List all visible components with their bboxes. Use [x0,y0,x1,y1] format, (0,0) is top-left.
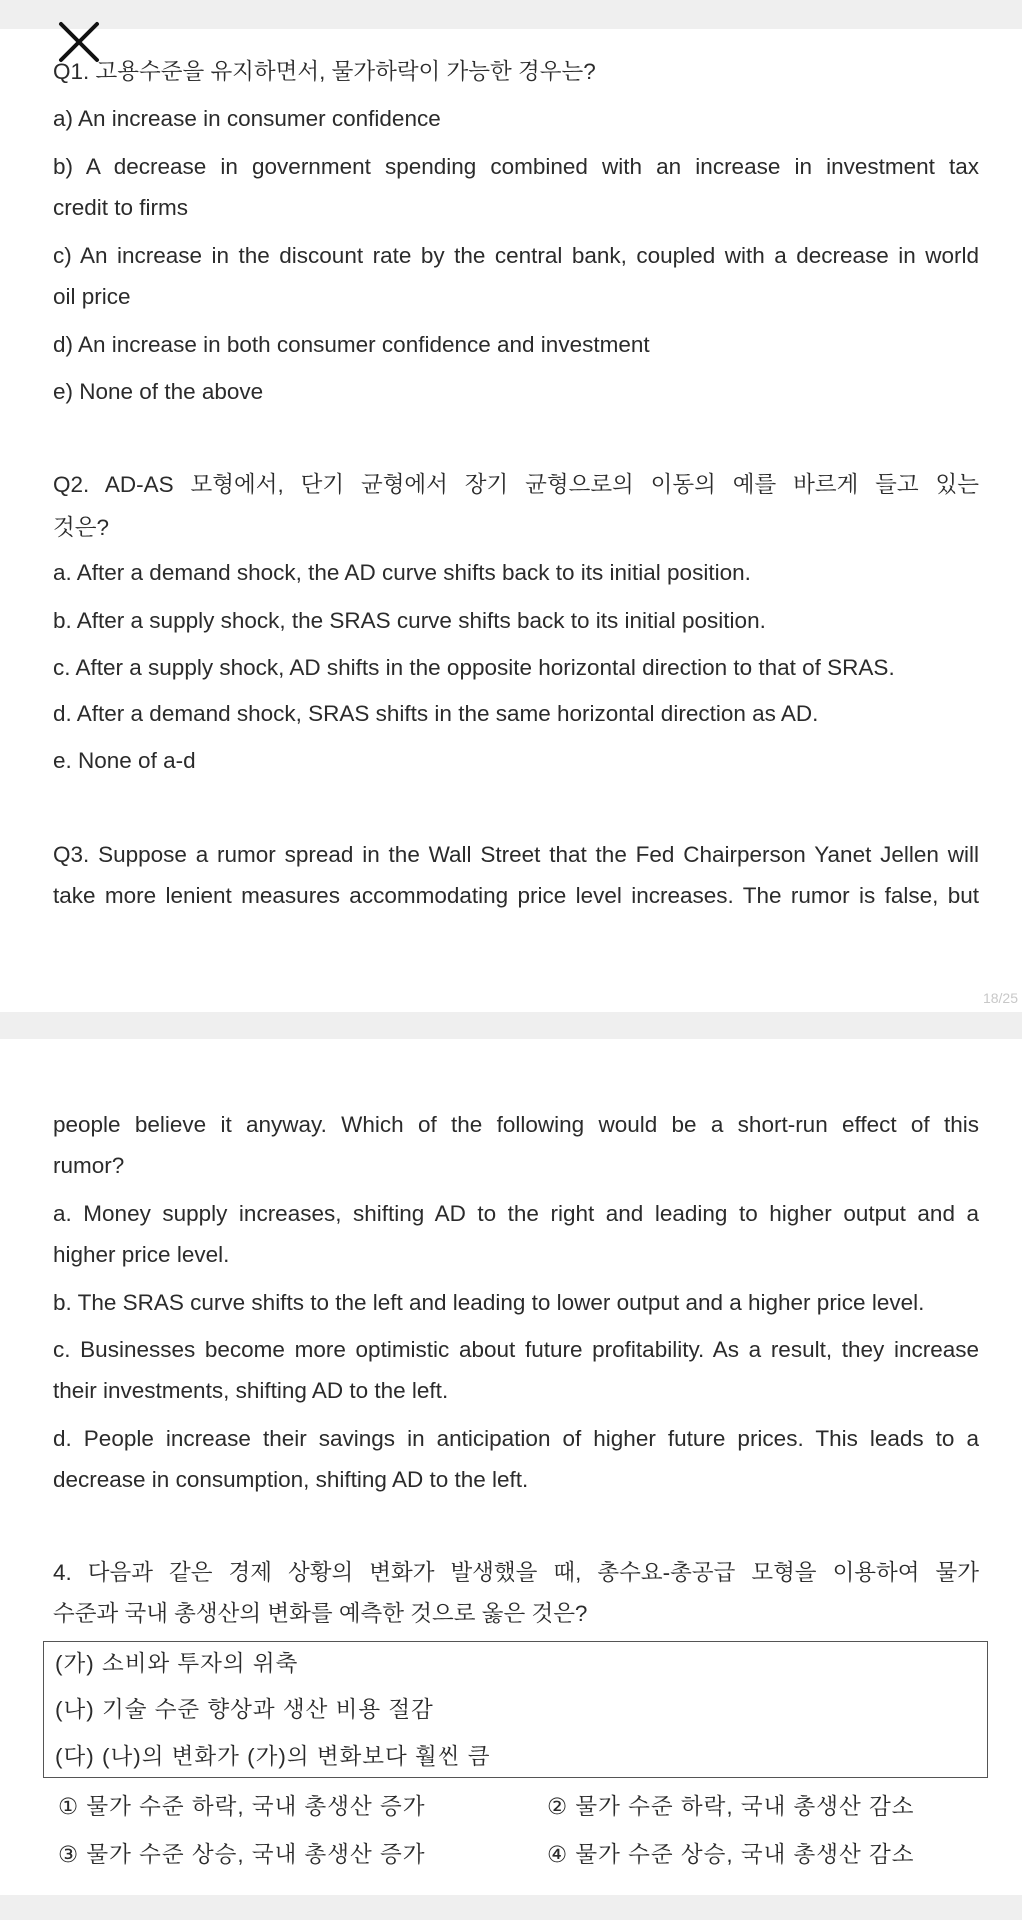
q2-option-c: c. After a supply shock, AD shifts in the opposite horizontal direction to that of SRAS. [53,655,895,680]
q4-box-line3: (다) (나)의 변화가 (가)의 변화보다 훨씬 큼 [55,1744,491,1769]
q3-line3: people believe it anyway. Which of the following would be a short-run effect of this [53,1112,979,1137]
q3-option-c-line1: c. Businesses become more optimistic about future profitability. As a result, they increase [53,1337,979,1362]
q1-option-d: d) An increase in both consumer confidence and investment [53,332,650,357]
q3-option-d-line1: d. People increase their savings in anticipation of higher future prices. This leads to a [53,1426,979,1451]
q4-option-3: ③ 물가 수준 상승, 국내 총생산 증가 [58,1842,426,1867]
q1-option-b-line2: credit to firms [53,195,189,220]
q2-option-d: d. After a demand shock, SRAS shifts in the same horizontal direction as AD. [53,701,819,726]
q3-option-a-line2: higher price level. [53,1242,230,1267]
q2-question-line2: 것은? [53,515,109,540]
q2-option-a: a. After a demand shock, the AD curve shifts back to its initial position. [53,560,751,585]
q1-option-c-line2: oil price [53,284,131,309]
q1-option-b-line1: b) A decrease in government spending combined with an increase in investment tax [53,154,979,179]
q1-option-a: a) An increase in consumer confidence [53,106,441,131]
q1-option-e: e) None of the above [53,379,264,404]
q2-question-line1: Q2. AD-AS 모형에서, 단기 균형에서 장기 균형으로의 이동의 예를 바르게 들고 있는 [53,472,979,497]
q4-question-line2: 수준과 국내 총생산의 변화를 예측한 것으로 옳은 것은? [53,1601,588,1626]
q4-box-line2: (나) 기술 수준 향상과 생산 비용 절감 [55,1697,434,1722]
q4-option-1: ① 물가 수준 하락, 국내 총생산 증가 [58,1794,426,1819]
q2-option-e: e. None of a-d [53,748,196,773]
q3-option-a-line1: a. Money supply increases, shifting AD to the right and leading to higher output and a [53,1201,979,1226]
q3-option-c-line2: their investments, shifting AD to the left. [53,1378,449,1403]
q4-question-line1: 4. 다음과 같은 경제 상황의 변화가 발생했을 때, 총수요-총공급 모형을 이용하여 물가 [53,1560,979,1585]
q1-question: Q1. 고용수준을 유지하면서, 물가하락이 가능한 경우는? [53,59,596,84]
q4-option-4: ④ 물가 수준 상승, 국내 총생산 감소 [547,1842,915,1867]
q3-line4: rumor? [53,1153,125,1178]
q2-option-b: b. After a supply shock, the SRAS curve shifts back to its initial position. [53,608,766,633]
page-indicator: 18/25 [982,990,1018,1006]
q3-line2: take more lenient measures accommodating price level increases. The rumor is false, but [53,883,979,908]
q1-option-c-line1: c) An increase in the discount rate by the central bank, coupled with a decrease in world [53,243,979,268]
q4-box-line1: (가) 소비와 투자의 위축 [55,1651,299,1676]
q3-option-d-line2: decrease in consumption, shifting AD to the left. [53,1467,529,1492]
q3-option-b: b. The SRAS curve shifts to the left and leading to lower output and a higher price level. [53,1290,925,1315]
close-icon[interactable] [58,21,100,63]
q3-line1: Q3. Suppose a rumor spread in the Wall Street that the Fed Chairperson Yanet Jellen will [53,842,979,867]
q4-option-2: ② 물가 수준 하락, 국내 총생산 감소 [547,1794,915,1819]
